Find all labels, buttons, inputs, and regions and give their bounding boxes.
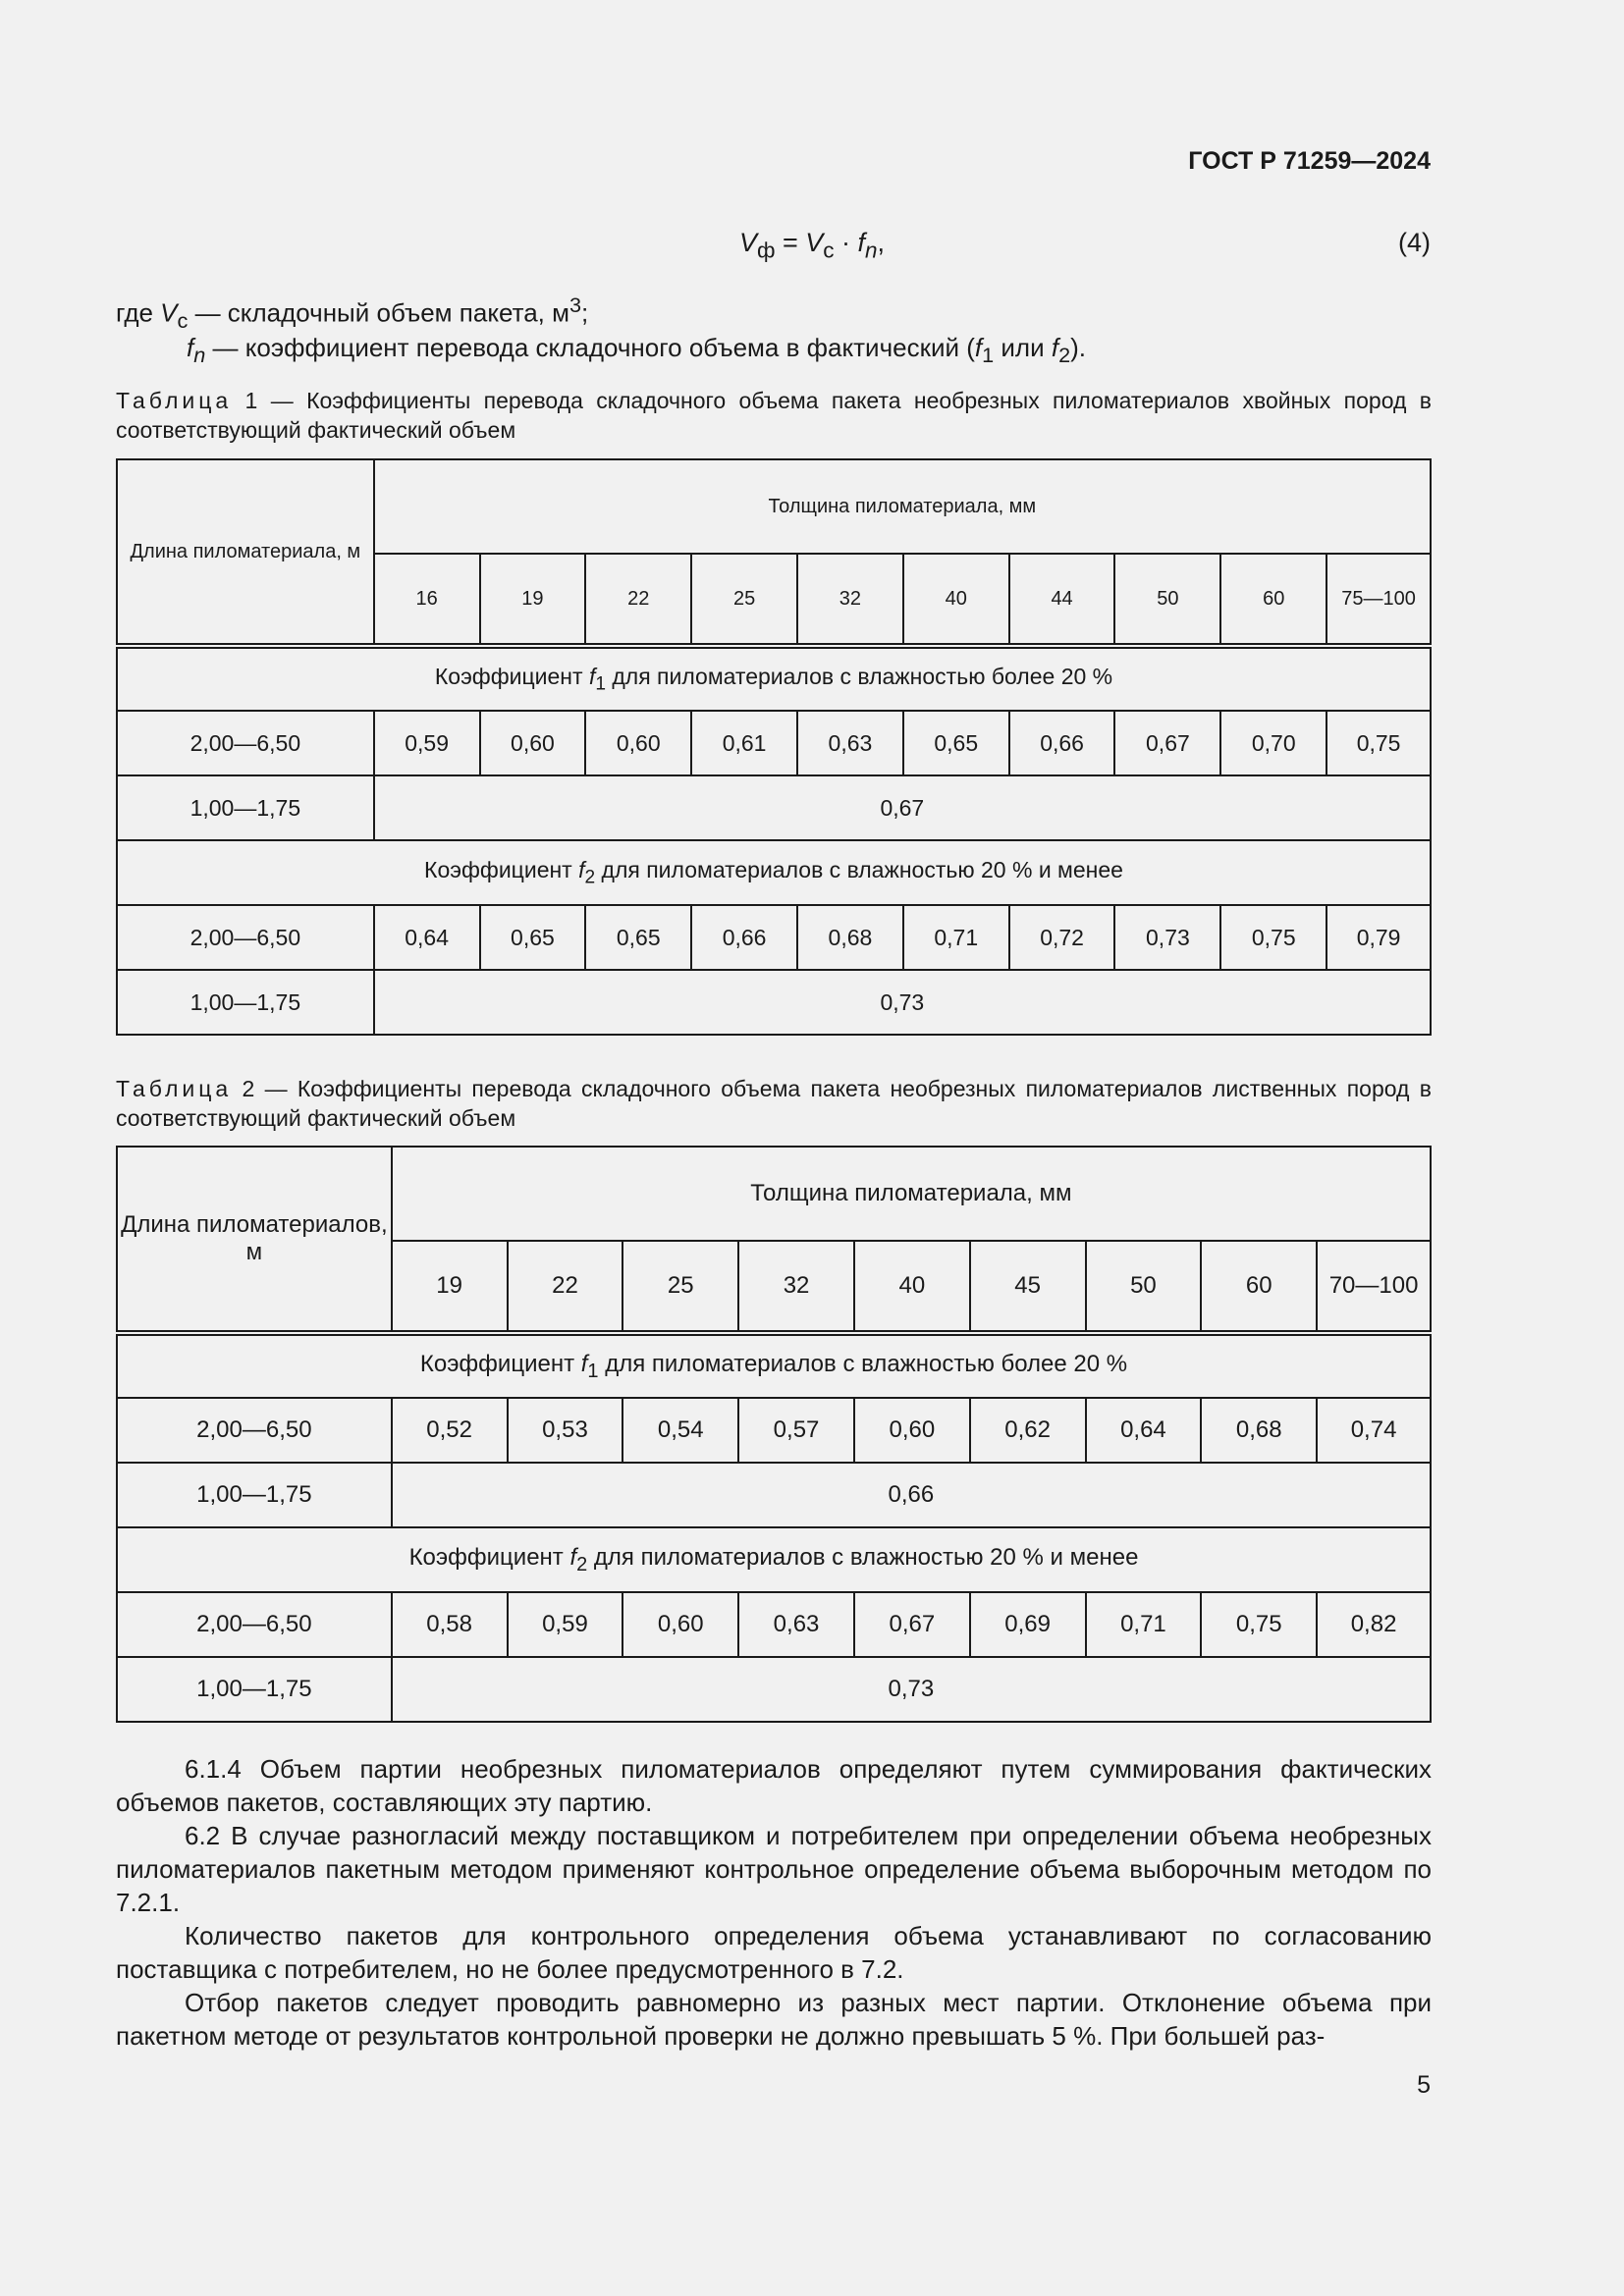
table1-f1-value: 0,59 (374, 711, 480, 775)
table1-f1-value: 0,63 (797, 711, 903, 775)
where-v-text: — складочный объем пакета, м (188, 297, 569, 328)
table1-f2-value: 0,65 (480, 905, 586, 970)
paragraph-package-count: Количество пакетов для контрольного определения объема устанавливают по согласованию поставщика с потребителем, но не более предусмотренного в 7.2. (116, 1921, 1432, 1984)
table1-thickness-cell: 75—100 (1326, 554, 1431, 646)
table1-f1-range-short: 1,00—1,75 (117, 775, 374, 840)
table1-f2-value: 0,66 (691, 905, 797, 970)
formula-v-sub: с (823, 238, 835, 263)
paragraph-sampling: Отбор пакетов следует проводить равномерно из разных мест партии. Отклонение объема при пакетном методе от результатов контрольной проверки не должно превышать 5 %. При большей раз- (116, 1988, 1432, 2051)
table1-caption-text: 1 — Коэффициенты перевода складочного объема пакета необрезных пиломатериалов хвойных пород в соответствующий фактический объем (116, 388, 1432, 443)
where-f1: f (974, 333, 983, 362)
table2-f1-title-pre: Коэффициент (419, 1350, 581, 1377)
table1-thickness-cell: 50 (1114, 554, 1220, 646)
table2-f2-range-short: 1,00—1,75 (117, 1657, 392, 1722)
table2-f1-value: 0,57 (738, 1398, 854, 1463)
table1-f1-value: 0,67 (1114, 711, 1220, 775)
table2-caption (116, 1074, 1432, 1133)
table1-f1-title-post: для пиломатериалов с влажностью более 20 % (605, 663, 1113, 689)
table2-f2-sub: 2 (576, 1553, 588, 1575)
where-or: или (994, 333, 1052, 362)
where-line-2 (187, 331, 1086, 372)
table1-f1-value: 0,60 (480, 711, 586, 775)
table2-thickness-cell: 50 (1086, 1241, 1202, 1333)
table2-f2-title (117, 1527, 1431, 1592)
table2-f1-range-long: 2,00—6,50 (117, 1398, 392, 1463)
where-f-end: ). (1070, 333, 1087, 362)
table1-f1-value: 0,65 (903, 711, 1009, 775)
table1-f2-value: 0,73 (1114, 905, 1220, 970)
formula-number: (4) (1398, 228, 1431, 257)
table2-f2-value: 0,58 (392, 1592, 508, 1657)
formula-v: V (805, 228, 824, 257)
table2-thickness-cell: 32 (738, 1241, 854, 1333)
table1-f2-range-long: 2,00—6,50 (117, 905, 374, 970)
table1-f2-title (117, 840, 1431, 905)
table2-length-header: Длина пиломатериалов, м (117, 1147, 392, 1333)
table1-f2-sub: 2 (584, 867, 596, 888)
table1-thickness-cell: 44 (1009, 554, 1115, 646)
table1-label: Таблица (116, 388, 233, 413)
table1-f1-range-long: 2,00—6,50 (117, 711, 374, 775)
table1-thickness-cell: 60 (1220, 554, 1326, 646)
formula-lhs-sub: ф (756, 238, 776, 263)
table1-caption (116, 386, 1432, 445)
table1-thickness-cell: 22 (585, 554, 691, 646)
table1-f1-symbol: f (588, 663, 596, 689)
table2-thickness-cell: 40 (854, 1241, 970, 1333)
table1-thickness-cell: 25 (691, 554, 797, 646)
table2-thickness-cell: 60 (1201, 1241, 1317, 1333)
where-f-sub: n (193, 343, 206, 368)
table2-f1-range-short: 1,00—1,75 (117, 1463, 392, 1527)
table2-f2-value: 0,71 (1086, 1592, 1202, 1657)
table2-thickness-cell: 19 (392, 1241, 508, 1333)
where-v-symbol: V (160, 297, 178, 328)
table2-thickness-cell: 25 (623, 1241, 738, 1333)
table2-f1-short-value: 0,66 (392, 1463, 1431, 1527)
formula-comma: , (877, 228, 886, 257)
table1-f1-value: 0,61 (691, 711, 797, 775)
table1-thickness-cell: 19 (480, 554, 586, 646)
table2-f1-value: 0,62 (970, 1398, 1086, 1463)
table1-f2-value: 0,79 (1326, 905, 1431, 970)
table2-f2-value: 0,82 (1317, 1592, 1431, 1657)
table1-f2-range-short: 1,00—1,75 (117, 970, 374, 1035)
table2-f1-value: 0,74 (1317, 1398, 1431, 1463)
table2-f1-title (117, 1333, 1431, 1398)
table2-f1-symbol: f (580, 1350, 588, 1377)
table1-f2-value: 0,64 (374, 905, 480, 970)
table1-f2-value: 0,72 (1009, 905, 1115, 970)
table2-f2-value: 0,59 (508, 1592, 623, 1657)
table2-f1-value: 0,68 (1201, 1398, 1317, 1463)
table1-thickness-cell: 32 (797, 554, 903, 646)
paragraph-6-2: 6.2 В случае разногласий между поставщиком и потребителем при определении объема необрезных пиломатериалов пакетным методом применяют контрольное определение объема выборочным методом по 7.2.1. (116, 1821, 1432, 1917)
where-word: где (116, 297, 161, 328)
page-number: 5 (1417, 2071, 1431, 2099)
table2-f2-value: 0,75 (1201, 1592, 1317, 1657)
table1-f1-value: 0,60 (585, 711, 691, 775)
table1-f2-value: 0,71 (903, 905, 1009, 970)
table1-f1-title-pre: Коэффициент (434, 663, 589, 689)
table2-thickness-cell: 70—100 (1317, 1241, 1431, 1333)
table1-f1-value: 0,75 (1326, 711, 1431, 775)
table1-f2-value: 0,68 (797, 905, 903, 970)
table1-f2-value: 0,75 (1220, 905, 1326, 970)
table2-thickness-cell: 45 (970, 1241, 1086, 1333)
table2-f2-title-pre: Коэффициент (408, 1543, 570, 1571)
table2-f1-value: 0,52 (392, 1398, 508, 1463)
table2-label: Таблица (116, 1076, 233, 1101)
formula-f: f (857, 228, 866, 257)
paragraph-6-1-4: 6.1.4 Объем партии необрезных пиломатериалов определяют путем суммирования фактических объемов пакетов, составляющих эту партию. (116, 1754, 1432, 1817)
table1-length-header: Длина пиломатериала, м (117, 459, 374, 646)
body-text (116, 1752, 1432, 2053)
table2-f1-value: 0,60 (854, 1398, 970, 1463)
where-f2: f (1051, 333, 1059, 362)
where-v-end: ; (581, 297, 589, 328)
table2-f1-value: 0,53 (508, 1398, 623, 1463)
table1-thickness-header: Толщина пиломатериала, мм (374, 459, 1431, 554)
table1-f2-value: 0,65 (585, 905, 691, 970)
formula-f-sub: n (865, 238, 878, 263)
table2-f2-value: 0,63 (738, 1592, 854, 1657)
table2-thickness-header: Толщина пиломатериала, мм (392, 1147, 1431, 1241)
table2-f2-value: 0,69 (970, 1592, 1086, 1657)
table2-f2-symbol: f (569, 1543, 577, 1571)
table1-f1-title (117, 646, 1431, 711)
table1-f2-symbol: f (578, 856, 585, 882)
where-f-text: — коэффициент перевода складочного объема в фактический ( (205, 333, 975, 362)
where-v-sup: 3 (569, 293, 582, 317)
where-f1-sub: 1 (982, 343, 995, 368)
table2-f2-value: 0,60 (623, 1592, 738, 1657)
table2-f2-value: 0,67 (854, 1592, 970, 1657)
table1-thickness-cell: 16 (374, 554, 480, 646)
table1-f2-title-pre: Коэффициент (424, 856, 579, 882)
where-f-symbol: f (187, 333, 194, 362)
table2-f2-short-value: 0,73 (392, 1657, 1431, 1722)
where-v-sub: с (177, 307, 189, 333)
table1-f1-value: 0,66 (1009, 711, 1115, 775)
formula-eq: = (775, 228, 806, 257)
table1-f2-short-value: 0,73 (374, 970, 1431, 1035)
table2-f2-title-post: для пиломатериалов с влажностью 20 % и менее (587, 1543, 1139, 1571)
table2-f1-sub: 1 (587, 1360, 599, 1382)
formula (0, 228, 1624, 263)
table2 (116, 1146, 1432, 1723)
table2-f1-value: 0,54 (623, 1398, 738, 1463)
standard-header: ГОСТ Р 71259—2024 (1188, 147, 1431, 175)
table1-f1-sub: 1 (595, 673, 606, 695)
table2-f1-value: 0,64 (1086, 1398, 1202, 1463)
table1-f2-title-post: для пиломатериалов с влажностью 20 % и менее (595, 856, 1123, 882)
table2-f2-range-long: 2,00—6,50 (117, 1592, 392, 1657)
formula-dot: · (834, 228, 858, 257)
table2-caption-text: 2 — Коэффициенты перевода складочного объема пакета необрезных пиломатериалов лиственных пород в соответствующий фактический объем (116, 1076, 1432, 1131)
table1-f1-value: 0,70 (1220, 711, 1326, 775)
formula-lhs: V (738, 228, 757, 257)
table2-thickness-cell: 22 (508, 1241, 623, 1333)
table2-f1-title-post: для пиломатериалов с влажностью более 20 % (598, 1350, 1128, 1377)
table1 (116, 458, 1432, 1036)
table1-thickness-cell: 40 (903, 554, 1009, 646)
where-f2-sub: 2 (1058, 343, 1071, 368)
table1-f1-short-value: 0,67 (374, 775, 1431, 840)
